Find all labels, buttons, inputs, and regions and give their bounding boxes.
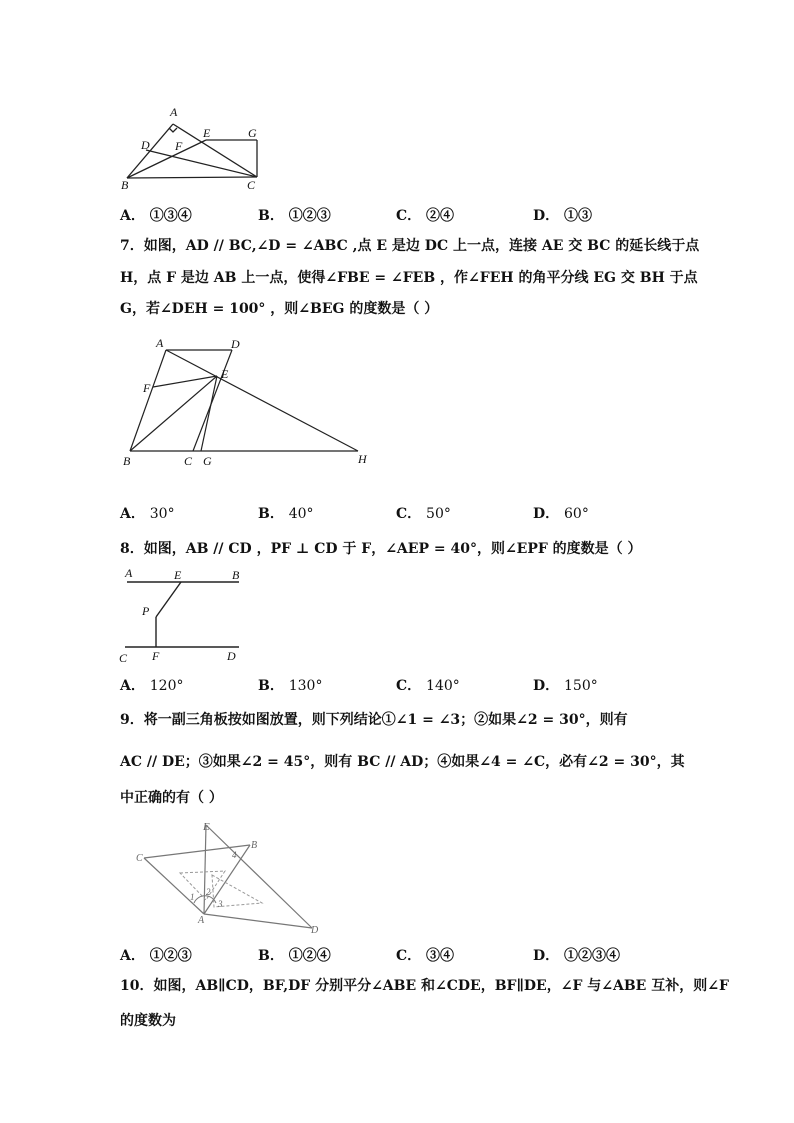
fig9-label-b: B (251, 840, 258, 851)
fig7-label-b: B (123, 454, 131, 468)
fig6-label-c: C (247, 178, 256, 192)
fig7-label-h: H (358, 452, 367, 466)
fig6-label-a: A (170, 105, 178, 119)
q8-option-d[interactable]: D． 150° (533, 678, 598, 694)
fig8-label-d: D (227, 649, 236, 663)
q9-line-1: 9．将一副三角板按如图放置，则下列结论①∠1 = ∠3；②如果∠2 = 30°，则有 (120, 712, 628, 728)
q10-line-2: 的度数为 (120, 1013, 176, 1029)
q7-figure (115, 330, 385, 470)
q8-option-b[interactable]: B． 130° (258, 678, 323, 694)
fig7-label-d: D (231, 337, 240, 351)
fig8-label-f: F (152, 649, 160, 663)
fig9-label-2: 2 (206, 887, 211, 897)
fig6-label-f: F (175, 139, 183, 153)
fig9-label-c: C (136, 853, 143, 864)
q9-option-d[interactable]: D． ①②③④ (533, 948, 621, 964)
q7-line-1: 7．如图，AD // BC,∠D = ∠ABC ,点 E 是边 DC 上一点，连接 AE 交 BC 的延长线于点 (120, 238, 700, 254)
fig9-label-a: A (198, 915, 205, 926)
fig6-label-g: G (248, 126, 257, 140)
fig9-label-3: 3 (218, 899, 223, 909)
q9-option-c[interactable]: C． ③④ (396, 948, 455, 964)
fig8-label-e: E (174, 568, 182, 582)
fig7-label-a: A (156, 336, 164, 350)
q7-option-c[interactable]: C． 50° (396, 506, 451, 522)
q7-option-b[interactable]: B． 40° (258, 506, 314, 522)
fig9-label-e: E (203, 821, 210, 833)
q7-line-2: H，点 F 是边 AB 上一点，使得∠FBE = ∠FEB ，作∠FEH 的角平分线 EG 交 BH 于点 (120, 270, 698, 286)
q6-option-a[interactable]: A． ①③④ (120, 208, 192, 224)
fig8-label-a: A (125, 566, 133, 580)
q9-figure (130, 815, 330, 935)
q8-figure (115, 565, 255, 665)
fig7-label-e: E (221, 367, 229, 381)
q7-option-d[interactable]: D． 60° (533, 506, 589, 522)
q6-figure (115, 100, 275, 195)
fig8-label-b: B (232, 568, 240, 582)
fig6-label-e: E (203, 126, 211, 140)
q6-option-d[interactable]: D． ①③ (533, 208, 593, 224)
fig7-label-f: F (143, 381, 151, 395)
q9-option-a[interactable]: A． ①②③ (120, 948, 192, 964)
q10-line-1: 10．如图，AB∥CD，BF,DF 分别平分∠ABE 和∠CDE，BF∥DE，∠F 与∠ABE 互补，则∠F (120, 978, 729, 994)
fig7-label-c: C (184, 454, 193, 468)
q8-line-1: 8．如图，AB // CD ，PF ⊥ CD 于 F，∠AEP = 40°，则∠EPF 的度数是（ ） (120, 541, 642, 557)
fig9-label-d: D (311, 925, 319, 936)
q6-option-c[interactable]: C． ②④ (396, 208, 455, 224)
q9-line-3: 中正确的有（ ） (120, 790, 223, 806)
q7-option-a[interactable]: A． 30° (120, 506, 175, 522)
q9-option-b[interactable]: B． ①②④ (258, 948, 331, 964)
q7-line-3: G，若∠DEH = 100° ，则∠BEG 的度数是（ ） (120, 301, 439, 317)
q8-option-a[interactable]: A． 120° (120, 678, 184, 694)
fig8-label-p: P (142, 604, 150, 618)
fig9-label-1: 1 (190, 892, 195, 902)
fig9-label-4: 4 (232, 850, 237, 860)
q9-line-2: AC // DE；③如果∠2 = 45°，则有 BC // AD；④如果∠4 = ∠C，必有∠2 = 30°，其 (120, 754, 685, 770)
fig6-label-d: D (141, 138, 150, 152)
q6-option-b[interactable]: B． ①②③ (258, 208, 331, 224)
fig8-label-c: C (119, 651, 128, 665)
fig6-label-b: B (121, 178, 129, 192)
q8-option-c[interactable]: C． 140° (396, 678, 460, 694)
fig7-label-g: G (203, 454, 212, 468)
